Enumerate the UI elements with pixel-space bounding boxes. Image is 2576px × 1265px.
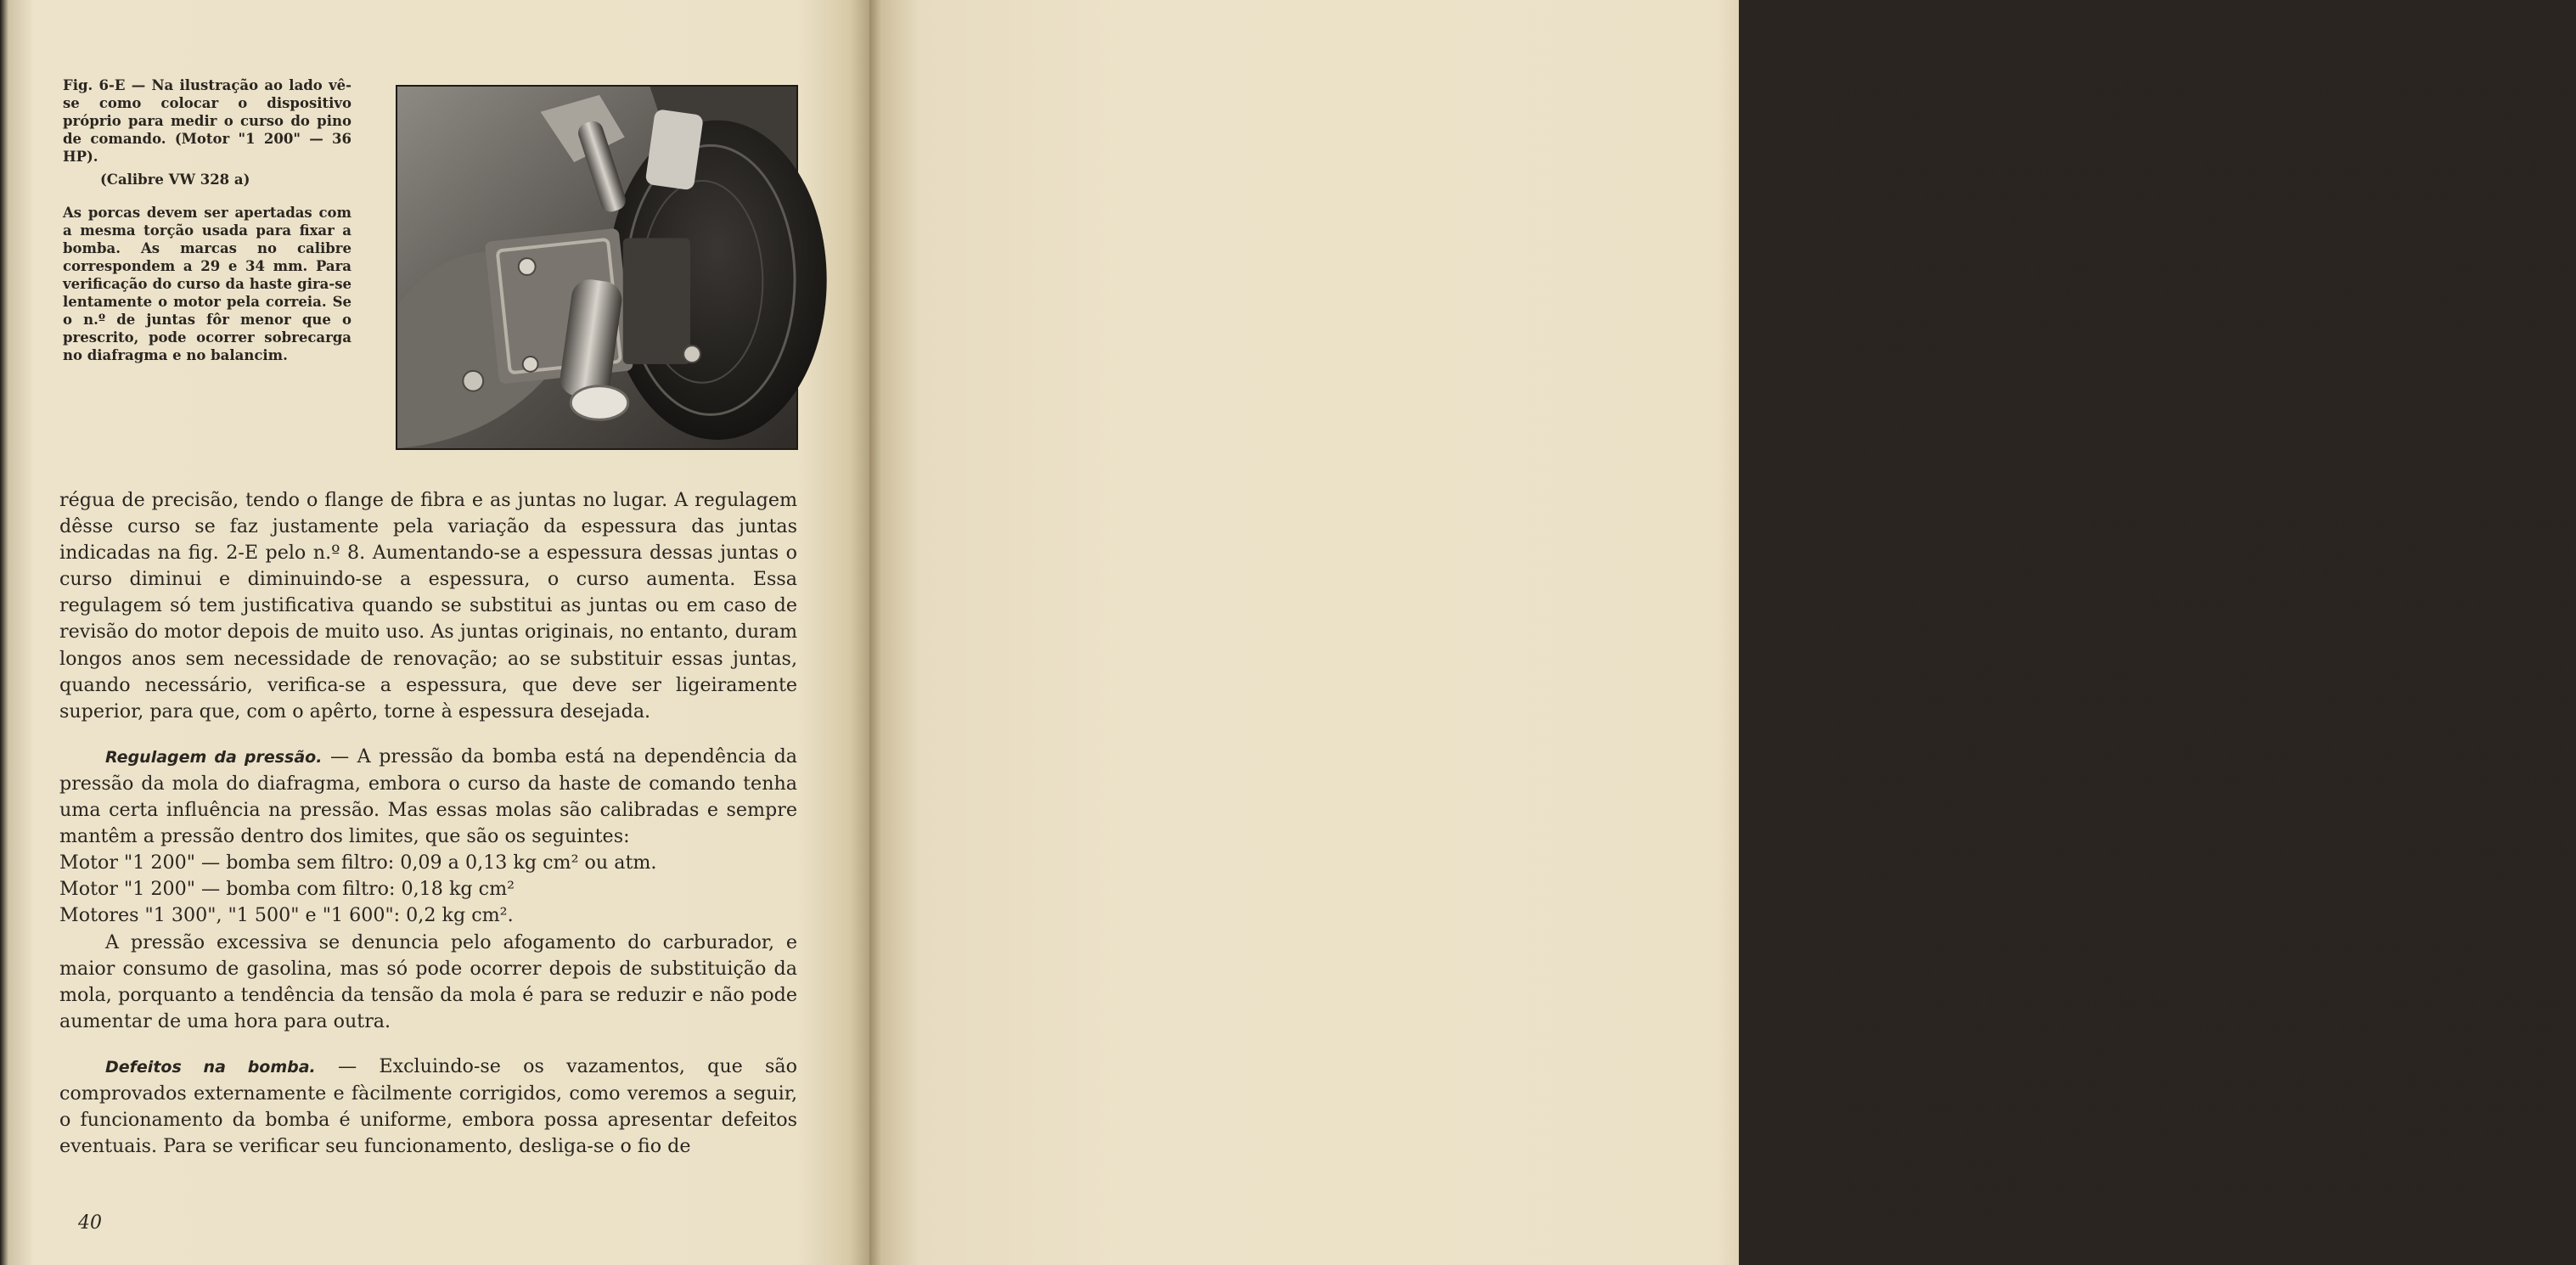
right-body-text <box>1836 509 2576 1226</box>
pressure-regulation-heading: Regulagem da pressão. <box>105 747 323 767</box>
carburetor-heading: Carburador. <box>1881 514 1988 532</box>
right-top-text <box>1836 78 2576 361</box>
left-paragraph-2 <box>59 744 797 850</box>
pump-defects-text: — Excluindo-se os vazamentos, que são comprovados externamente e fàcilmente corrigidos, como veremos a seguir, o funcionamento da bomba é uniforme, embora possa apresentar defeitos eventuais. Para se verificar seu funcionamento, desliga-se o fio de <box>59 1054 797 1158</box>
pressure-regulation-text: — A pressão da bomba está na dependência da pressão da mola do diafragma, embora o curso da haste de comando tenha uma certa influência na pressão. Mas essas molas são calibradas e sempre mantêm a pressão dentro dos limites, que são os seguintes: <box>59 745 797 848</box>
right-paragraph-4: O carburador se situa na parte média do motor, montado no flange do coletor de admissão, equidistante dos cilindros, o que proporciona fornecimento uniforme a todos êles, problema êsse sempre presente nos motores em linha. O abafador é do tipo manual. Possui uma bomba de aceleração comandada pelo mesmo pedal do acelerador, para proporcionar mais fôrça nas acelerações. <box>1836 662 2576 817</box>
right-paragraph-3 <box>1836 509 2576 642</box>
right-paragraph-5: A gasolina é admitida no carburador em um reservatório denominado "cuba de nível constante", cujo funcionamento é semelhante ao contrôle de nível das caixas d'água. <box>1836 840 2576 915</box>
right-paragraph-2: Os vazamentos podem ocorrer nas conexões dos tubos e na junção da tampa com o corpo, bastando tão sòmente apertar as ligações ou os parafusos. Se o vazamento fôr devido ao diafragma rasgado, êste deve ser substituído. <box>1836 256 2576 358</box>
fuel-pump-photo-illustration <box>397 87 796 448</box>
fuel-pump-photo <box>396 85 798 450</box>
gauge-note: (Calibre VW 328 a) <box>100 171 250 188</box>
pressure-spec-2: Motor "1 200" — bomba com filtro: 0,18 kg cm² <box>59 878 515 901</box>
carburetor-text: — O carburador tem por função entregar e dosar a gasolina de acôrdo com os fatôres velocidade, carga e temperatura. Os motores "1 200", de 1954 a 1966 empregam o carburador Solex 28 PCI, os modelos "1 300", "1 500" e "1 600", o carburador Solex H-30-PIC, ambos de sucção descendente. <box>1836 511 2576 640</box>
right-page <box>869 0 2576 1265</box>
left-paragraph-3: A pressão excessiva se denuncia pelo afogamento do carburador, e maior consumo de gasolina, mas só pode ocorrer depois de substituição da mola, porquanto a tendência da tensão da mola é para se reduzir e não pode aumentar de uma hora para outra. <box>59 930 797 1032</box>
page-number-left: 40 <box>78 1212 102 1234</box>
pump-defects-heading: Defeitos na bomba. <box>105 1057 316 1077</box>
right-paragraph-1: alimentação da bobina e também a ligação do tubo de saída da bomba na junção do carburador. Aciona-se o motor com o motor de partida e observa-se a saída do cano. A gasolina deve jorrar em jatos regulares. Se tal não ocorrer, a primeira suposição é que o diafragma esteja estragado, levando-se a efeito sua substituição como ficou explicado. Nessa ocasião, verifica-se também o estado das molas e das peças de acionamento. <box>1836 80 2576 234</box>
pressure-spec-3: Motores "1 300", "1 500" e "1 600": 0,2 kg cm². <box>59 904 514 927</box>
pressure-spec-1: Motor "1 200" — bomba sem filtro: 0,09 a 0,13 kg cm² ou atm. <box>59 852 657 874</box>
page-number-right: 41 <box>2534 1221 2557 1242</box>
right-paragraph-6: A boia é prêsa a um braço, que por sua vez se articula em um eixo horizontal como se vê na fig. 7-E. O braço atua sôbre uma agulha (estilete) que obstrui ou livra a entrada da gasolina, conforme seja empurrada para cima ou se desloque para baixo. Nas posições intermediárias, regula a entrada da gasolina. Quando o nível da gasolina na cuba está baixo, a boia desce e o estilete se afasta do orifício de entrada e a gasolina, enviada pela bomba, penetra na cuba; aí então o nível sobe e com êle a boia e também a agulha que, ao atingir determinado ponto, obstrui a entrada e impede a admissão da gasolina; mas como a gasolina é consumida, o nível desce e com êle a boia e a agulha, permitindo então a entrada de nova quantidade. Como o consumo é cons- <box>1836 937 2576 1224</box>
figure-caption-text: Fig. 6-E — Na ilustração ao lado vê-se como colocar o dispositivo próprio para medir o curso do pino de comando. (Motor "1 200" — 36 HP). <box>63 77 352 165</box>
left-paragraph-1: régua de precisão, tendo o flange de fibra e as juntas no lugar. A regulagem dêsse curso se faz justamente pela variação da espessura das juntas indicadas na fig. 2-E pelo n.º 8. Aumentando-se a espessura dessas juntas o curso diminui e diminuindo-se a espessura, o curso aumenta. Essa regulagem só tem justificativa quando se substitui as juntas ou em caso de revisão do motor depois de muito uso. As juntas originais, no entanto, duram longos anos sem necessidade de renovação; ao se substituir essas juntas, quando necessário, verifica-se a espessura, que deve ser ligeiramente superior, para que, com o apêrto, torne à espessura desejada. <box>59 489 797 722</box>
left-paragraph-4 <box>59 1054 797 1160</box>
left-body-text <box>59 487 797 1160</box>
left-page <box>0 0 869 1265</box>
figure-caption <box>63 76 352 364</box>
caption-nuts-text: As porcas devem ser apertadas com a mesma torção usada para fixar a bomba. As marcas no calibre correspondem a 29 e 34 mm. Para verificação do curso da haste gira-se lentamente o motor pela correia. Se o n.º de juntas fôr menor que o prescrito, pode ocorrer sobrecarga no diafragma e no balancim. <box>63 205 352 363</box>
section-heading: CARBURADOR SOLEX 28 PC1 <box>1834 421 1978 487</box>
